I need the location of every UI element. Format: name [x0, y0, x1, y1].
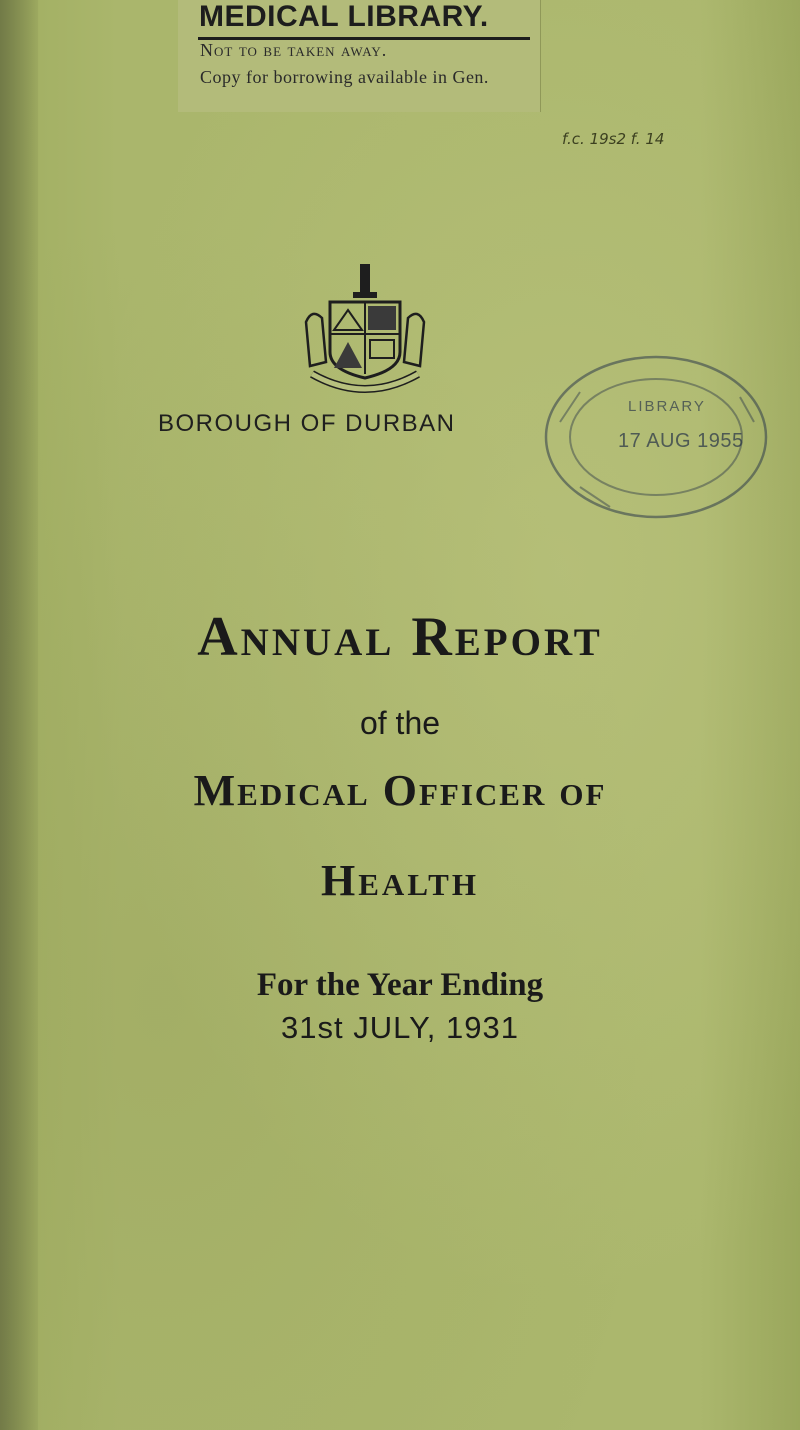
library-stamp-label: LIBRARY	[628, 398, 706, 415]
library-label-notice: Not to be taken away.	[200, 40, 388, 60]
borough-crest-icon	[298, 262, 432, 400]
borough-name: BOROUGH OF DURBAN	[158, 410, 456, 437]
library-stamp-date: 17 AUG 1955	[618, 430, 744, 452]
report-period-date: 31st JULY, 1931	[281, 1010, 519, 1045]
report-heading: Annual Report	[197, 606, 603, 668]
report-office: Medical Officer of	[193, 766, 607, 815]
report-period-label: For the Year Ending	[256, 967, 544, 1003]
library-label-copy-note: Copy for borrowing available in Gen.	[200, 67, 489, 87]
report-connector: of the	[359, 705, 441, 741]
report-office-line2: Health	[321, 856, 479, 905]
library-label-title: MEDICAL LIBRARY.	[199, 0, 489, 33]
library-label	[178, 0, 541, 112]
pencil-annotation: f.c. 19s2 f. 14	[562, 130, 665, 148]
